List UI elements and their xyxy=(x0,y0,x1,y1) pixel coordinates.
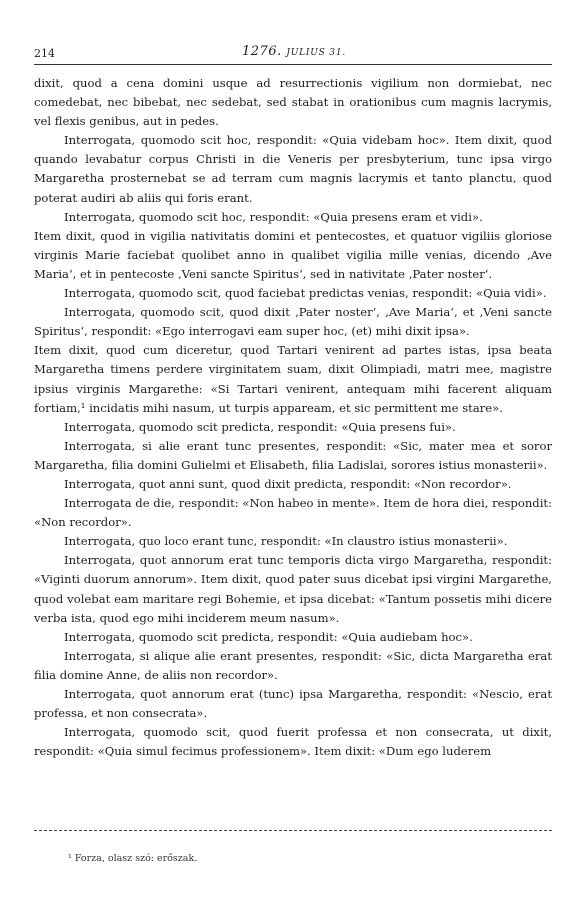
paragraph: Interrogata, quomodo scit predicta, respondit: «Quia presens fui». xyxy=(64,419,456,434)
paragraph: Interrogata, quo loco erant tunc, respondit: «In claustro istius monasterii». xyxy=(64,534,508,549)
paragraph: Interrogata de die, respondit: «Non habeo in mente». Item de hora diei, respondit: «Non recordor». xyxy=(34,496,552,530)
paragraph: Interrogata, quot anni sunt, quod dixit predicta, respondit: «Non recordor». xyxy=(64,476,512,491)
paragraph: Interrogata, quomodo scit, quod dixit ‚Pater noster‘, ‚Ave Maria‘, et ‚Veni sancte Spiritus‘, respondit: «Ego interrogavi eam super hoc, (et) mihi dixit ipsa». xyxy=(34,305,552,339)
paragraph: Interrogata, quomodo scit, quod faciebat predictas venias, respondit: «Quia vidi». xyxy=(64,286,547,301)
paragraph: Interrogata, quot annorum erat (tunc) ipsa Margaretha, respondit: «Nescio, erat professa, et non consecrata». xyxy=(34,687,552,721)
paragraph: Interrogata, quomodo scit hoc, respondit: «Quia videbam hoc». Item dixit, quod quando levabatur corpus Christi in die Veneris per presbyterium, tunc ipsa virgo Margaretha prosternebat se ad terram cum magnis lacrymis et tanto planctu, quod poterat audiri ab aliis qui foris erant. xyxy=(34,133,552,205)
page xyxy=(34,44,552,761)
paragraph: Interrogata, si alie erant tunc presentes, respondit: «Sic, mater mea et soror Margaretha, filia domini Gulielmi et Elisabeth, filia Ladislai, sorores istius monasterii». xyxy=(34,438,552,472)
paragraph: Item dixit, quod cum diceretur, quod Tartari venirent ad partes istas, ipsa beata Margaretha timens perdere virginitatem suam, dixit Olimpiadi, matri mee, magistre ipsius virginis Margarethe: «Si Tartari venirent, antequam mihi facerent aliquam fortiam,¹ incidatis mihi nasum, ut turpis appaream, et sic permittent me stare». xyxy=(34,343,552,415)
page-header xyxy=(34,44,552,65)
running-head-year: 1276. xyxy=(242,44,282,59)
paragraph: Interrogata, quomodo scit, quod fuerit professa et non consecrata, ut dixit, respondit: «Quia simul fecimus professionem». Item dixit: «Dum ego luderem xyxy=(34,725,552,759)
paragraph: Item dixit, quod in vigilia nativitatis domini et pentecostes, et quatuor vigiliis gloriose virginis Marie faciebat quolibet anno in qualibet vigilia mille venias, dicendo ‚Ave Maria‘, et in pentecoste ‚Veni sancte Spiritus‘, sed in nativitate ‚Pater noster‘. xyxy=(34,228,552,281)
running-head xyxy=(242,44,346,59)
paragraph: dixit, quod a cena domini usque ad resurrectionis vigilium non dormiebat, nec comedebat, nec bibebat, nec sedebat, sed stabat in orationibus cum magnis lacrymis, vel flexis genibus, aut in pedes. xyxy=(34,76,552,129)
paragraph: Interrogata, quomodo scit hoc, respondit: «Quia presens eram et vidi». xyxy=(64,209,483,224)
footnote-rule xyxy=(34,830,552,831)
running-head-date: JULIUS 31. xyxy=(286,48,347,58)
paragraph: Interrogata, si alique alie erant presentes, respondit: «Sic, dicta Margaretha erat filia domine Anne, de aliis non recordor». xyxy=(34,648,552,682)
body-text xyxy=(34,74,552,761)
footnote: ¹ Forza, olasz szó: erőszak. xyxy=(68,853,198,864)
paragraph: Interrogata, quot annorum erat tunc temporis dicta virgo Margaretha, respondit: «Viginti duorum annorum». Item dixit, quod pater suus dicebat ipsi virgini Margarethe, quod volebat eam maritare regi Bohemie, et ipsa dicebat: «Tantum possetis mihi dicere verba ista, quod ego mihi inciderem meum nasum». xyxy=(34,553,552,625)
page-number: 214 xyxy=(34,47,55,60)
paragraph: Interrogata, quomodo scit predicta, respondit: «Quia audiebam hoc». xyxy=(64,629,473,644)
